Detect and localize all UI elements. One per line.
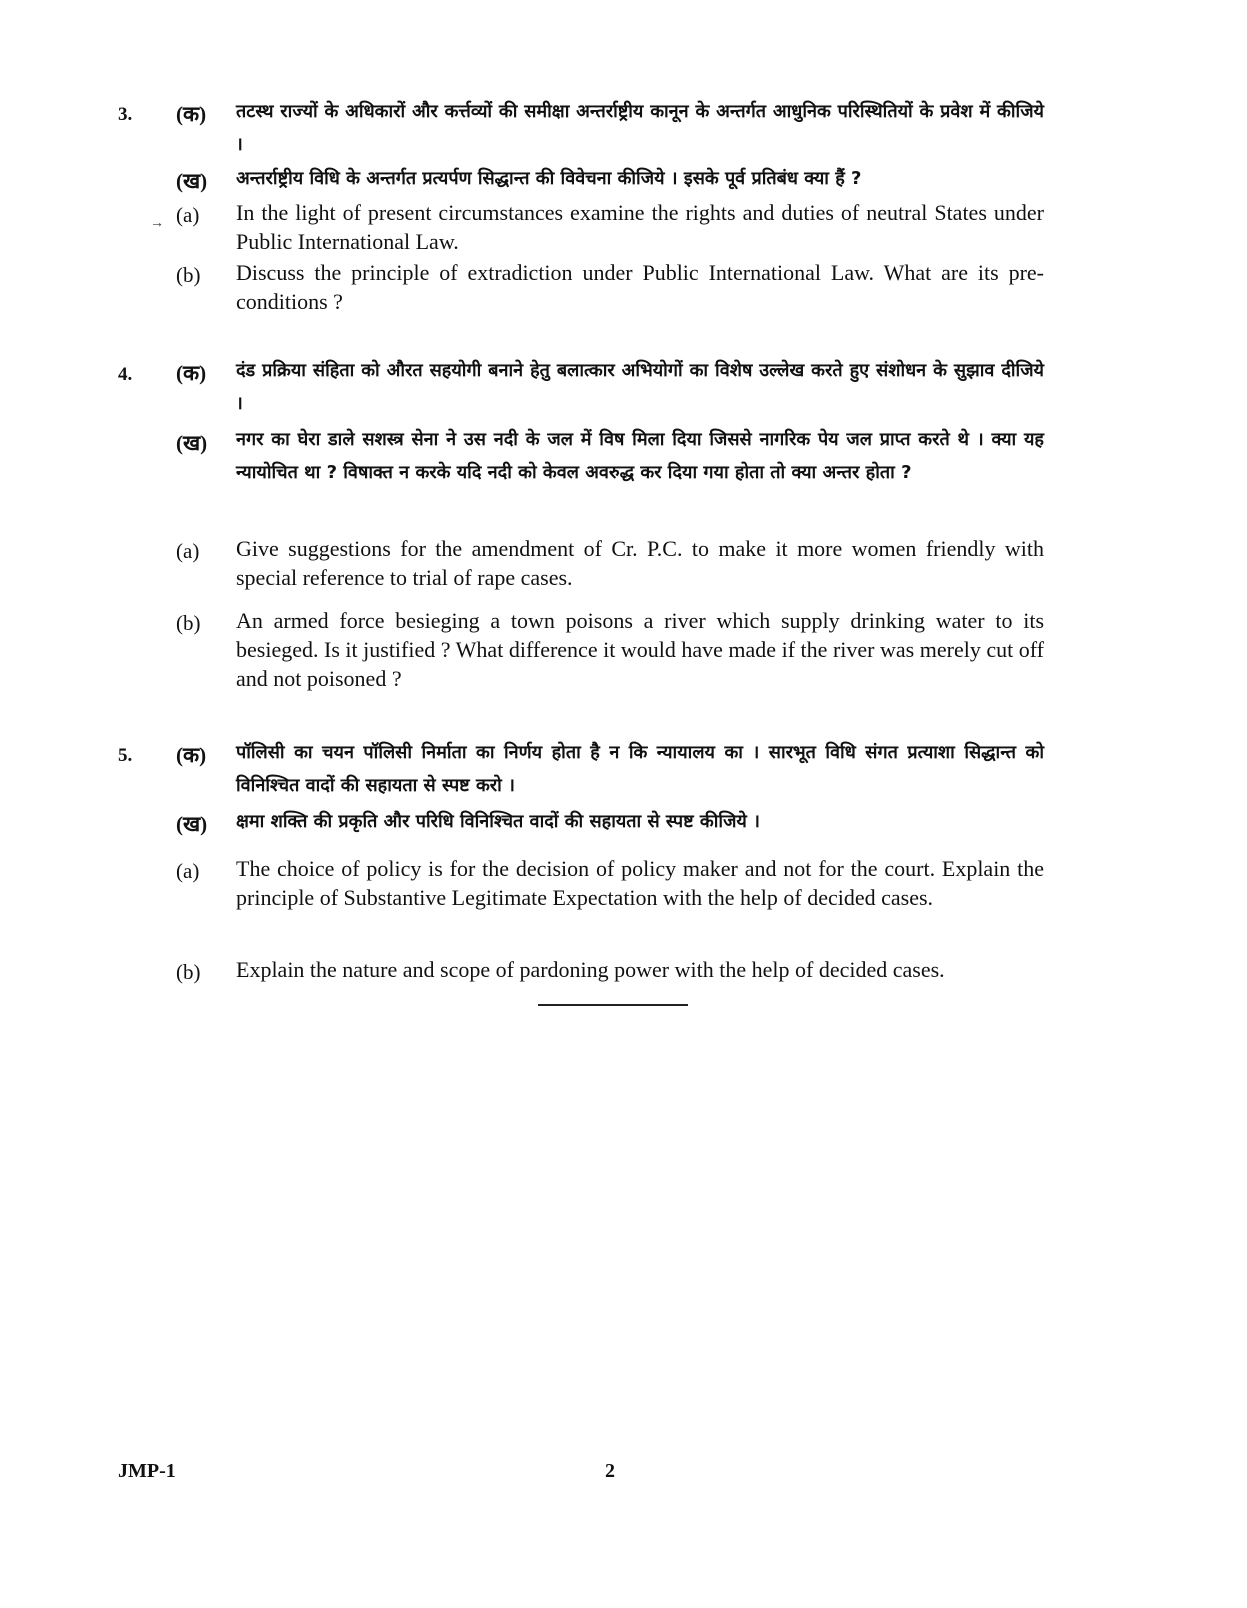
part-label: (b): [176, 611, 201, 635]
section-divider: [538, 1004, 688, 1006]
part-text: The choice of policy is for the decision of policy maker and not for the court. Explain the principle of Substantive Legitimate Expectation with the help of decided cases.: [236, 856, 1044, 910]
part-label: (ख): [176, 812, 208, 836]
part-label: (a): [176, 203, 200, 227]
part-text: In the light of present circumstances examine the rights and duties of neutral States under Public International Law.: [236, 200, 1044, 254]
part-text: तटस्थ राज्यों के अधिकारों और कर्त्तव्यों की समीक्षा अन्तर्राष्ट्रीय कानून के अन्तर्गत आधुनिक परिस्थितियों के प्रवेश में कीजिये ।: [236, 101, 1044, 155]
part-text: अन्तर्राष्ट्रीय विधि के अन्तर्गत प्रत्यर्पण सिद्धान्त की विवेचना कीजिये । इसके पूर्व प्रतिबंध क्या हैं ?: [236, 168, 862, 189]
paper-code: JMP-1: [118, 1460, 176, 1482]
page-number: 2: [605, 1460, 615, 1482]
part-label: (ख): [176, 169, 208, 193]
part-label: (क): [176, 102, 207, 126]
part-text: An armed force besieging a town poisons a river which supply drinking water to its besieged. Is it justified ? What difference it would have made if the river was merely cut off and not poisoned ?: [236, 608, 1044, 691]
question-number: 4.: [118, 364, 133, 385]
part-label: (ख): [176, 431, 208, 455]
part-label: (b): [176, 960, 201, 984]
part-label: (b): [176, 263, 201, 287]
part-text: Explain the nature and scope of pardoning power with the help of decided cases.: [236, 957, 945, 982]
part-label: (a): [176, 539, 200, 563]
part-text: पॉलिसी का चयन पॉलिसी निर्माता का निर्णय होता है न कि न्यायालय का । सारभूत विधि संगत प्रत्याशा सिद्धान्त को विनिश्चित वादों की सहायता से स्पष्ट करो ।: [236, 742, 1044, 796]
part-label: (क): [176, 361, 207, 385]
question-number: 5.: [118, 745, 133, 766]
part-text: Discuss the principle of extradiction under Public International Law. What are its pre-conditions ?: [236, 260, 1044, 314]
part-label: (a): [176, 859, 200, 883]
part-text: नगर का घेरा डाले सशस्त्र सेना ने उस नदी के जल में विष मिला दिया जिससे नागरिक पेय जल प्राप्त करते थे । क्या यह न्यायोचित था ? विषाक्त न करके यदि नदी को केवल अवरुद्ध कर दिया गया होता तो क्या अन्तर होता ?: [236, 429, 1044, 483]
part-label: (क): [176, 743, 207, 767]
part-text: Give suggestions for the amendment of Cr. P.C. to make it more women friendly with special reference to trial of rape cases.: [236, 536, 1044, 590]
question-number: 3.: [118, 104, 133, 125]
part-text: दंड प्रक्रिया संहिता को औरत सहयोगी बनाने हेतु बलात्कार अभियोगों का विशेष उल्लेख करते हुए संशोधन के सुझाव दीजिये ।: [236, 360, 1044, 414]
stray-mark: →: [150, 216, 164, 231]
part-text: क्षमा शक्ति की प्रकृति और परिधि विनिश्चित वादों की सहायता से स्पष्ट कीजिये ।: [236, 811, 760, 832]
